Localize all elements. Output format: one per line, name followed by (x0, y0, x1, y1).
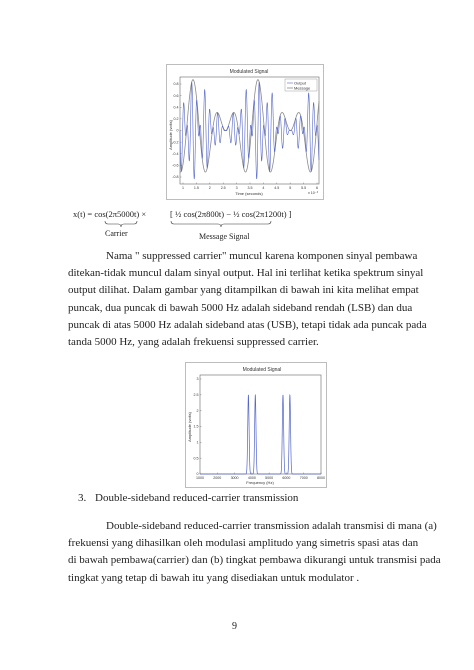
tick-label: 1.5 (193, 186, 199, 190)
figure2-ylabel: Amplitude (volts) (187, 412, 192, 442)
figure1-xlabel: Time (seconds) (235, 191, 263, 196)
tick-label: 2.5 (193, 393, 199, 398)
tick-label: 2 (196, 408, 199, 413)
equation-bracket: [ ½ cos(2π800t) − ½ cos(2π1200t) ] (170, 209, 292, 219)
paragraph-line: frekuensi yang dihasilkan oleh modulasi amplitudo yang simetris spasi atas dan (68, 537, 419, 550)
tick-label: 3000 (230, 476, 239, 480)
section-heading (78, 492, 298, 504)
paragraph-line: puncak di atas 5000 Hz adalah sideband atas (USB), tetapi tidak ada puncak pada (68, 318, 427, 331)
figure1-legend (285, 79, 317, 91)
section-title: Double-sideband reduced-carrier transmission (95, 492, 299, 504)
paragraph-line: di bawah pembawa(carrier) dan (b) tingkat pembawa dikurangi untuk transmisi pada (68, 554, 441, 567)
figure1-ylabel: Amplitude (volts) (168, 120, 173, 150)
tick-label: 0 (196, 472, 199, 477)
tick-label: 4000 (247, 476, 256, 480)
spectrum-figure (185, 362, 327, 488)
tick-label: 4 (262, 186, 265, 190)
spectrum-chart (186, 363, 326, 487)
legend-message: Message (294, 85, 311, 91)
tick-label: -0.6 (172, 163, 179, 168)
figure2-title: Modulated Signal (242, 367, 282, 373)
paragraph-line: puncak, dua puncak di bawah 5000 Hz adalah sideband rendah (LSB) dan dua (68, 301, 413, 314)
tick-label: 5.5 (301, 186, 307, 190)
paragraph-line: Nama " suppressed carrier" muncul karena komponen sinyal pembawa (106, 250, 418, 262)
modulation-equation (73, 205, 303, 245)
tick-label: 2000 (213, 476, 222, 480)
tick-label: 0.4 (173, 105, 179, 110)
tick-label: 2.5 (220, 186, 226, 190)
paragraph-line: Double-sideband reduced-carrier transmission adalah transmisi di mana (a) (106, 520, 437, 532)
figure1-title: Modulated Signal (229, 69, 269, 75)
tick-label: 1000 (196, 476, 204, 480)
tick-label: 2 (208, 186, 211, 190)
tick-label: 1 (182, 186, 184, 190)
paragraph-line: output dilihat. Dalam gambar yang ditampilkan di bawah ini kita melihat empat (68, 284, 419, 297)
time-domain-chart (167, 65, 323, 199)
figure1-x-exponent: x 10⁻³ (308, 191, 318, 195)
tick-label: 0.8 (173, 82, 179, 87)
figure2-xticks (196, 473, 325, 481)
equation-lhs: x(t) = cos(2π5000t) × (73, 209, 147, 219)
tick-label: 7000 (299, 476, 308, 480)
tick-label: 4.5 (274, 186, 280, 190)
page-number: 9 (232, 621, 237, 632)
time-domain-figure (166, 64, 324, 200)
message-signal-line (180, 80, 319, 172)
spectrum-line (200, 395, 321, 474)
output-signal-line (180, 82, 319, 179)
section-number: 3. (78, 492, 87, 504)
label-carrier: Carrier (105, 229, 128, 238)
tick-label: 8000 (317, 476, 325, 480)
tick-label: 0.6 (173, 93, 179, 98)
tick-label: 1.5 (193, 424, 199, 429)
tick-label: 6 (316, 186, 318, 190)
paragraph-dsb-reduced-carrier (68, 518, 441, 587)
tick-label: 5000 (265, 476, 274, 480)
tick-label: 3 (235, 186, 238, 190)
tick-label: 3 (196, 377, 199, 382)
legend-output: Output (294, 80, 307, 86)
figure1-xticks (182, 183, 318, 191)
tick-label: -0.4 (172, 151, 179, 156)
tick-label: 0 (176, 128, 179, 133)
figure2-xlabel: Frequency (Hz) (246, 480, 274, 485)
tick-label: 1 (196, 440, 199, 445)
tick-label: 0.2 (173, 117, 179, 122)
tick-label: 3.5 (247, 186, 253, 190)
paragraph-line: tanda 5000 Hz, yang adalah frekuensi suppressed carrier. (68, 336, 319, 349)
tick-label: 5 (289, 186, 292, 190)
tick-label: -0.2 (172, 140, 179, 145)
tick-label: 6000 (282, 476, 291, 480)
paragraph-suppressed-carrier (68, 248, 427, 351)
tick-label: 0.5 (193, 456, 199, 461)
label-message-signal: Message Signal (199, 232, 250, 241)
figure2-axes (200, 375, 321, 474)
paragraph-line: tingkat yang tetap di bawah itu yang disediakan untuk modulator . (68, 571, 360, 584)
tick-label: -0.8 (172, 175, 179, 180)
figure2-yticks (194, 377, 202, 476)
paragraph-line: ditekan-tidak muncul dalam sinyal output. Hal ini terlihat ketika spektrum sinyal (68, 267, 424, 280)
